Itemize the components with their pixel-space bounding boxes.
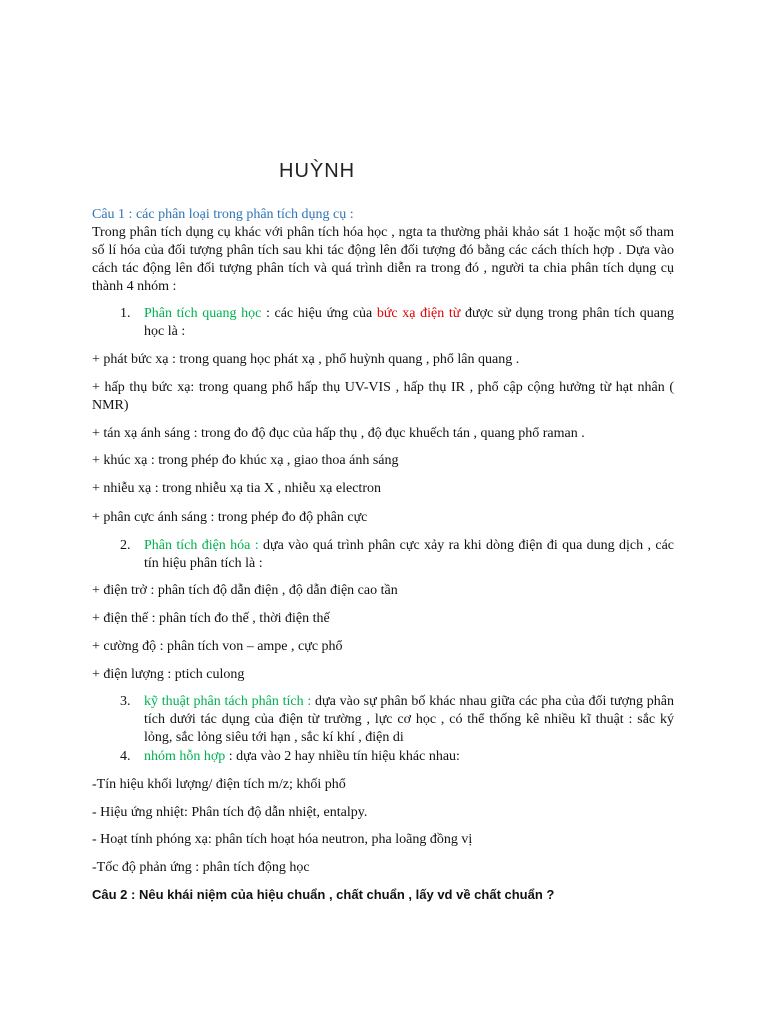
- group-2-item: + điện lượng : ptich culong: [92, 667, 245, 682]
- group-2-text: [144, 537, 674, 573]
- group-2-desc: dựa vào quá trình phân cực xảy ra khi dòng điện đi qua dung dịch , các tín hiệu phân tích là :: [144, 538, 674, 571]
- group-4-desc: : dựa vào 2 hay nhiều tín hiệu khác nhau:: [225, 749, 460, 764]
- group-4-item: - Hoạt tính phóng xạ: phân tích hoạt hóa neutron, pha loãng đồng vị: [92, 832, 473, 847]
- group-3-desc: dựa vào sự phân bố khác nhau giữa các pha của đối tượng phân tích dưới tác dụng của điện từ trường , lực cơ học , có thể thống kê nhiều kĩ thuật : sắc ký lỏng, sắc lỏng siêu tới hạn , sắc kí khí , điện di: [144, 694, 674, 745]
- group-4-label: nhóm hỗn hợp: [144, 749, 226, 764]
- group-3-label: kỹ thuật phân tách phân tích :: [144, 694, 312, 709]
- group-1-item: + nhiễu xạ : trong nhiễu xạ tia X , nhiễu xạ electron: [92, 481, 381, 496]
- group-1-text: [144, 305, 674, 341]
- group-2-number: 2.: [120, 538, 131, 553]
- question-2-heading: Câu 2 : Nêu khái niệm của hiệu chuẩn , chất chuẩn , lấy vd về chất chuẩn ?: [92, 887, 555, 902]
- document-title: HUỲNH: [279, 160, 356, 182]
- group-4-item: - Hiệu ứng nhiệt: Phân tích độ dẫn nhiệt, entalpy.: [92, 805, 368, 820]
- group-1-post: được sử dụng trong phân tích quang học là :: [144, 306, 675, 339]
- group-2-item: + cường độ : phân tích von – ampe , cực phổ: [92, 639, 343, 654]
- group-4-item: -Tốc độ phản ứng : phân tích động học: [92, 860, 310, 875]
- group-1-label: Phân tích quang học: [144, 306, 262, 321]
- question-1-heading: Câu 1 : các phân loại trong phân tích dụng cụ :: [92, 207, 354, 222]
- question-1-intro: Trong phân tích dụng cụ khác với phân tích hóa học , ngta ta thường phải khảo sát 1 hoặc một số tham số lí hóa của đối tượng phân tích sau khi tác động lên đối tượng đó bằng các cách thích hợp . Dựa vào cách tác động lên đối tượng phân tích và quá trình diễn ra trong đó , người ta chia phân tích dụng cụ thành 4 nhóm :: [92, 225, 674, 294]
- group-1-item: + phát bức xạ : trong quang học phát xạ , phổ huỳnh quang , phổ lân quang .: [92, 352, 520, 367]
- group-4-text: [144, 748, 674, 766]
- group-1-item: + khúc xạ : trong phép đo khúc xạ , giao thoa ánh sáng: [92, 453, 399, 468]
- group-1-item: + phân cực ánh sáng : trong phép đo độ phân cực: [92, 510, 368, 525]
- group-4-number: 4.: [120, 749, 131, 764]
- group-1-item: + tán xạ ánh sáng : trong đo độ đục của hấp thụ , độ đục khuếch tán , quang phổ raman .: [92, 426, 585, 441]
- group-2-label: Phân tích điện hóa :: [144, 538, 259, 553]
- group-3-text: [144, 693, 674, 747]
- group-2-item: + điện thế : phân tích đo thế , thời điện thế: [92, 611, 330, 626]
- group-1-highlight: bức xạ điện từ: [376, 306, 461, 321]
- group-4-item: -Tín hiệu khối lượng/ điện tích m/z; khối phổ: [92, 777, 346, 792]
- group-3-number: 3.: [120, 694, 131, 709]
- group-1-item: + hấp thụ bức xạ: trong quang phổ hấp thụ UV-VIS , hấp thụ IR , phổ cập cộng hưởng từ hạt nhân ( NMR): [92, 380, 674, 413]
- group-1-pre: : các hiệu ứng của: [261, 306, 377, 321]
- group-1-number: 1.: [120, 306, 131, 321]
- group-2-item: + điện trở : phân tích độ dẫn điện , độ dẫn điện cao tần: [92, 583, 398, 598]
